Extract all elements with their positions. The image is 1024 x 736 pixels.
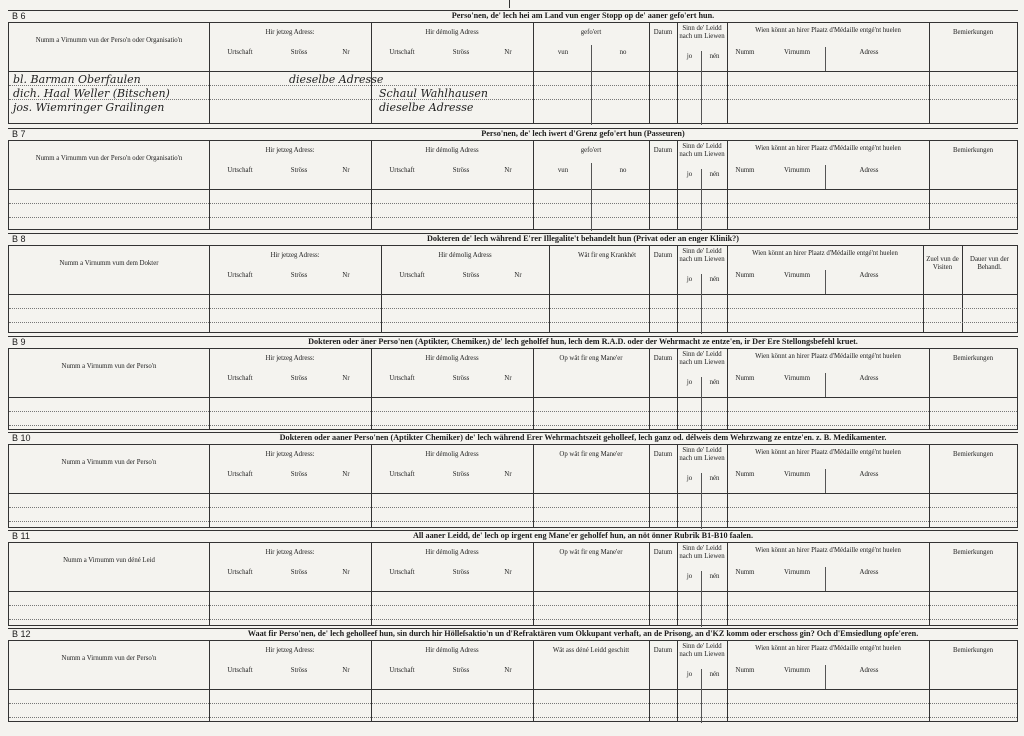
- number-header: Nr: [342, 375, 350, 382]
- locality-header-2: Urtschaft: [389, 49, 415, 56]
- subcolumn-rule: [825, 270, 826, 294]
- subcolumn-rule: [825, 373, 826, 397]
- col3-header: Op wät fir eng Mane'er: [559, 549, 623, 556]
- surname-header: Numm: [735, 471, 755, 478]
- former-address-header: Hir démolig Adress: [425, 647, 479, 654]
- yes-header: jo: [686, 475, 693, 482]
- subcolumn-rule: [825, 165, 826, 189]
- yes-header: jo: [686, 573, 693, 580]
- section-code: B 10: [12, 433, 31, 443]
- former-address-header: Hir démolig Adress: [425, 355, 479, 362]
- street-header-2: Ströss: [452, 167, 470, 174]
- from-header: vun: [557, 49, 569, 56]
- street-header-2: Ströss: [452, 375, 470, 382]
- number-header-2: Nr: [514, 272, 522, 279]
- header-rule: [9, 493, 1017, 494]
- locality-header-2: Urtschaft: [389, 167, 415, 174]
- from-header: vun: [557, 167, 569, 174]
- section-table: [8, 640, 1018, 722]
- col3-header: Wät fir eng Krankhét: [578, 252, 636, 259]
- row-rule: [9, 619, 1017, 620]
- column-rule: [727, 23, 728, 123]
- column-rule: [727, 349, 728, 429]
- row-rule: [9, 507, 1017, 508]
- transport-header: gefo'ert: [580, 147, 602, 154]
- address-header: Adress: [859, 167, 879, 174]
- locality-header-2: Urtschaft: [389, 667, 415, 674]
- locality-header: Urtschaft: [227, 272, 253, 279]
- row-rule: [9, 717, 1017, 718]
- to-header: no: [619, 167, 627, 174]
- subcolumn-rule: [701, 51, 702, 125]
- remarks-header: Bemierkungen: [952, 451, 993, 458]
- no-header: nén: [709, 276, 720, 283]
- alive-header: Sinn de' Leidd nach um Liewen: [679, 25, 725, 40]
- locality-header: Urtschaft: [227, 49, 253, 56]
- transport-header: gefo'ert: [580, 29, 602, 36]
- section-b8: [8, 233, 1018, 335]
- remarks-header: Bemierkungen: [952, 549, 993, 556]
- handwritten-name: bl. Barman Oberfaulen: [13, 73, 141, 86]
- firstname-header: Virnumm: [783, 49, 811, 56]
- column-rule: [727, 141, 728, 229]
- handwritten-address: Schaul Wahlhausen: [379, 87, 488, 100]
- row-rule: [9, 703, 1017, 704]
- current-address-header: Hir jetzeg Adress:: [265, 647, 315, 654]
- address-header: Adress: [859, 375, 879, 382]
- column-rule: [533, 23, 534, 123]
- yes-header: jo: [686, 671, 693, 678]
- alive-header: Sinn de' Leidd nach um Liewen: [679, 447, 725, 462]
- street-header-2: Ströss: [452, 569, 470, 576]
- locality-header: Urtschaft: [227, 471, 253, 478]
- street-header: Ströss: [290, 471, 308, 478]
- column-rule: [727, 543, 728, 625]
- remarks-header: Bemierkungen: [952, 647, 993, 654]
- to-header: no: [619, 49, 627, 56]
- street-header: Ströss: [290, 375, 308, 382]
- date-header: Datum: [653, 252, 673, 259]
- section-code: B 8: [12, 234, 26, 244]
- number-header: Nr: [342, 272, 350, 279]
- section-b6: [8, 10, 1018, 126]
- date-header: Datum: [653, 647, 673, 654]
- street-header-2: Ströss: [452, 667, 470, 674]
- subcolumn-rule: [701, 169, 702, 231]
- firstname-header: Virnumm: [783, 471, 811, 478]
- col-name-header: Numm a Virnumm vun der Perso'n oder Organisatio'n: [35, 37, 183, 44]
- column-rule: [929, 23, 930, 123]
- former-address-header: Hir démolig Adress: [438, 252, 492, 259]
- surname-header: Numm: [735, 569, 755, 576]
- no-header: nén: [709, 379, 720, 386]
- firstname-header: Virnumm: [783, 272, 811, 279]
- locality-header: Urtschaft: [227, 667, 253, 674]
- locality-header-2: Urtschaft: [389, 375, 415, 382]
- alive-header: Sinn de' Leidd nach um Liewen: [679, 643, 725, 658]
- number-header: Nr: [342, 49, 350, 56]
- column-rule: [533, 543, 534, 625]
- former-address-header: Hir démolig Adress: [425, 549, 479, 556]
- row-rule: [9, 425, 1017, 426]
- section-code: B 11: [12, 531, 30, 541]
- column-rule: [727, 445, 728, 527]
- column-rule: [727, 246, 728, 332]
- section-table: [8, 22, 1018, 124]
- date-header: Datum: [653, 29, 673, 36]
- col-name-header: Numm a Virnumm vum dem Dokter: [59, 260, 159, 267]
- section-code: B 9: [12, 337, 26, 347]
- row-rule: [9, 203, 1017, 204]
- subcolumn-rule: [825, 567, 826, 591]
- section-table: [8, 140, 1018, 230]
- street-header: Ströss: [290, 49, 308, 56]
- former-address-header: Hir démolig Adress: [425, 29, 479, 36]
- section-table: [8, 542, 1018, 626]
- section-table: [8, 444, 1018, 528]
- col3-header: Op wät fir eng Mane'er: [559, 355, 623, 362]
- row-rule: [9, 308, 1017, 309]
- locality-header: Urtschaft: [227, 375, 253, 382]
- section-title: Dokteren oder äner Perso'nen (Aptikter, Chemiker,) de' lech geholfef hun, lech dem R.A.D. oder der Wehrmacht ze entze'en, ir Der Ere Stellongsbefehl kruet.: [308, 337, 858, 346]
- medal-header: Wien könnt an hirer Plaatz d'Médaille entgé'nt huelen: [755, 145, 901, 152]
- firstname-header: Virnumm: [783, 375, 811, 382]
- section-code: B 12: [12, 629, 31, 639]
- row-rule: [9, 322, 1017, 323]
- street-header: Ströss: [290, 569, 308, 576]
- locality-header: Urtschaft: [227, 167, 253, 174]
- duration-header: Dauer vun der Behandl.: [970, 256, 1009, 271]
- address-header: Adress: [859, 569, 879, 576]
- surname-header: Numm: [735, 272, 755, 279]
- locality-header-2: Urtschaft: [389, 569, 415, 576]
- former-address-header: Hir démolig Adress: [425, 451, 479, 458]
- current-address-header: Hir jetzeg Adress:: [265, 549, 315, 556]
- col-name-header: Numm a Virnumm vun der Perso'n: [61, 363, 157, 370]
- firstname-header: Virnumm: [783, 167, 811, 174]
- surname-header: Numm: [735, 667, 755, 674]
- section-code: B 6: [12, 11, 26, 21]
- row-rule: [9, 605, 1017, 606]
- surname-header: Numm: [735, 375, 755, 382]
- medal-header: Wien könnt an hirer Plaatz d'Médaille entgé'nt huelen: [755, 353, 901, 360]
- surname-header: Numm: [735, 167, 755, 174]
- yes-header: jo: [686, 53, 693, 60]
- header-rule: [9, 189, 1017, 190]
- no-header: nén: [709, 53, 720, 60]
- number-header-2: Nr: [504, 375, 512, 382]
- remarks-header: Bemierkungen: [952, 355, 993, 362]
- address-header: Adress: [859, 667, 879, 674]
- section-title: Perso'nen, de' lech hei am Land vun enger Stopp op de' aaner gefo'ert hun.: [451, 11, 715, 20]
- row-rule: [9, 85, 1017, 86]
- subcolumn-rule: [701, 274, 702, 334]
- street-header-2: Ströss: [452, 471, 470, 478]
- subcolumn-rule: [701, 571, 702, 627]
- handwritten-name: jos. Wiemringer Grailingen: [13, 101, 165, 114]
- header-rule: [9, 689, 1017, 690]
- column-rule: [649, 23, 650, 123]
- subcolumn-rule: [825, 665, 826, 689]
- header-rule: [9, 71, 1017, 72]
- remarks-header: Bemierkungen: [952, 147, 993, 154]
- no-header: nén: [709, 671, 720, 678]
- handwritten-address: dieselbe Adresse: [379, 101, 474, 114]
- number-header-2: Nr: [504, 471, 512, 478]
- section-title: Waat fir Perso'nen, de' lech geholleef hun, sin durch hir Hölleſsaktio'n un d'Refraktären vum Okkupant verhaft, an de Prisong, an d'KZ komm oder erschoss gin? Och d'Emsiedlung opfe'eren.: [247, 629, 919, 638]
- alive-header: Sinn de' Leidd nach um Liewen: [679, 545, 725, 560]
- street-header: Ströss: [290, 667, 308, 674]
- number-header-2: Nr: [504, 667, 512, 674]
- section-b11: [8, 530, 1018, 628]
- section-code: B 7: [12, 129, 26, 139]
- column-rule: [533, 349, 534, 429]
- section-title: All aaner Leidd, de' lech op irgent eng Mane'er geholfef hun, an nöt önner Rubrik B1-B10 faalen.: [412, 531, 754, 540]
- alive-header: Sinn de' Leidd nach um Liewen: [679, 143, 725, 158]
- yes-header: jo: [686, 379, 693, 386]
- subcolumn-rule: [701, 473, 702, 529]
- column-rule: [533, 641, 534, 721]
- header-rule: [9, 591, 1017, 592]
- section-b10: [8, 432, 1018, 530]
- section-title: Perso'nen, de' lech iwert d'Grenz gefo'ert hun (Passeuren): [481, 129, 685, 138]
- locality-header: Urtschaft: [227, 569, 253, 576]
- column-rule: [549, 246, 550, 332]
- current-address-header: Hir jetzeg Adress:: [265, 451, 315, 458]
- date-header: Datum: [653, 355, 673, 362]
- medal-header: Wien könnt an hirer Plaatz d'Médaille entgé'nt huelen: [755, 27, 901, 34]
- section-b9: [8, 336, 1018, 432]
- row-rule: [9, 521, 1017, 522]
- handwritten-address: dieselbe Adresse: [289, 73, 384, 86]
- medal-header: Wien könnt an hirer Plaatz d'Médaille entgé'nt huelen: [755, 645, 901, 652]
- section-table: [8, 348, 1018, 430]
- current-address-header: Hir jetzeg Adress:: [265, 147, 315, 154]
- handwritten-name: dich. Haal Weller (Bitschen): [13, 87, 170, 100]
- subcolumn-rule: [825, 47, 826, 71]
- no-header: nén: [709, 171, 720, 178]
- section-table: [8, 245, 1018, 333]
- subcolumn-rule: [591, 163, 592, 231]
- row-rule: [9, 217, 1017, 218]
- medal-header: Wien könnt an hirer Plaatz d'Médaille entgé'nt huelen: [752, 250, 898, 257]
- alive-header: Sinn de' Leidd nach um Liewen: [679, 351, 725, 366]
- section-title: Dokteren oder aaner Perso'nen (Aptikter Chemiker) de' lech während Erer Wehrmachtszeit geholleef, lech ganz od. délweis dem Wehrzwang ze entze'en. z. B. Medikamenter.: [279, 433, 887, 442]
- date-header: Datum: [653, 549, 673, 556]
- locality-header-2: Urtschaft: [399, 272, 425, 279]
- col-name-header: Numm a Virnumm vun der Perso'n oder Organisatio'n: [35, 155, 183, 162]
- subcolumn-rule: [701, 669, 702, 723]
- medal-header: Wien könnt an hirer Plaatz d'Médaille entgé'nt huelen: [755, 547, 901, 554]
- date-header: Datum: [653, 147, 673, 154]
- col-name-header: Numm a Virnumm vun déné Leid: [63, 557, 155, 564]
- date-header: Datum: [653, 451, 673, 458]
- current-address-header: Hir jetzeg Adress:: [265, 29, 315, 36]
- col-name-header: Numm a Virnumm vun der Perso'n: [61, 655, 157, 662]
- row-rule: [9, 411, 1017, 412]
- header-rule: [9, 397, 1017, 398]
- street-header: Ströss: [290, 272, 308, 279]
- street-header: Ströss: [290, 167, 308, 174]
- number-header: Nr: [342, 471, 350, 478]
- header-rule: [9, 294, 1017, 295]
- street-header-2: Ströss: [452, 49, 470, 56]
- street-header-2: Ströss: [462, 272, 480, 279]
- current-address-header: Hir jetzeg Adress:: [270, 252, 320, 259]
- subcolumn-rule: [591, 45, 592, 125]
- no-header: nén: [709, 573, 720, 580]
- surname-header: Numm: [735, 49, 755, 56]
- visits-header: Zuel vun de Visiten: [926, 256, 959, 271]
- top-tick-mark: [509, 0, 510, 8]
- column-rule: [533, 445, 534, 527]
- yes-header: jo: [686, 171, 693, 178]
- number-header-2: Nr: [504, 569, 512, 576]
- col-name-header: Numm a Virnumm vun der Perso'n: [61, 459, 157, 466]
- section-title: Dokteren de' lech während E'rer Illegalite't behandelt hun (Privat oder an enger Klinik?): [426, 234, 740, 243]
- address-header: Adress: [859, 272, 879, 279]
- section-b7: [8, 128, 1018, 232]
- firstname-header: Virnumm: [783, 667, 811, 674]
- former-address-header: Hir démolig Adress: [425, 147, 479, 154]
- number-header: Nr: [342, 167, 350, 174]
- yes-header: jo: [686, 276, 693, 283]
- col3-header: Op wät fir eng Mane'er: [559, 451, 623, 458]
- number-header-2: Nr: [504, 167, 512, 174]
- number-header: Nr: [342, 667, 350, 674]
- locality-header-2: Urtschaft: [389, 471, 415, 478]
- number-header: Nr: [342, 569, 350, 576]
- address-header: Adress: [859, 471, 879, 478]
- subcolumn-rule: [701, 377, 702, 431]
- alive-header: Sinn de' Leidd nach um Liewen: [679, 248, 725, 263]
- col3-header: Wät ass déné Leidd geschitt: [552, 647, 630, 654]
- address-header: Adress: [859, 49, 879, 56]
- section-b12: [8, 628, 1018, 724]
- subcolumn-rule: [825, 469, 826, 493]
- column-rule: [209, 23, 210, 123]
- number-header-2: Nr: [504, 49, 512, 56]
- no-header: nén: [709, 475, 720, 482]
- current-address-header: Hir jetzeg Adress:: [265, 355, 315, 362]
- medal-header: Wien könnt an hirer Plaatz d'Médaille entgé'nt huelen: [755, 449, 901, 456]
- remarks-header: Bemierkungen: [952, 29, 993, 36]
- column-rule: [727, 641, 728, 721]
- firstname-header: Virnumm: [783, 569, 811, 576]
